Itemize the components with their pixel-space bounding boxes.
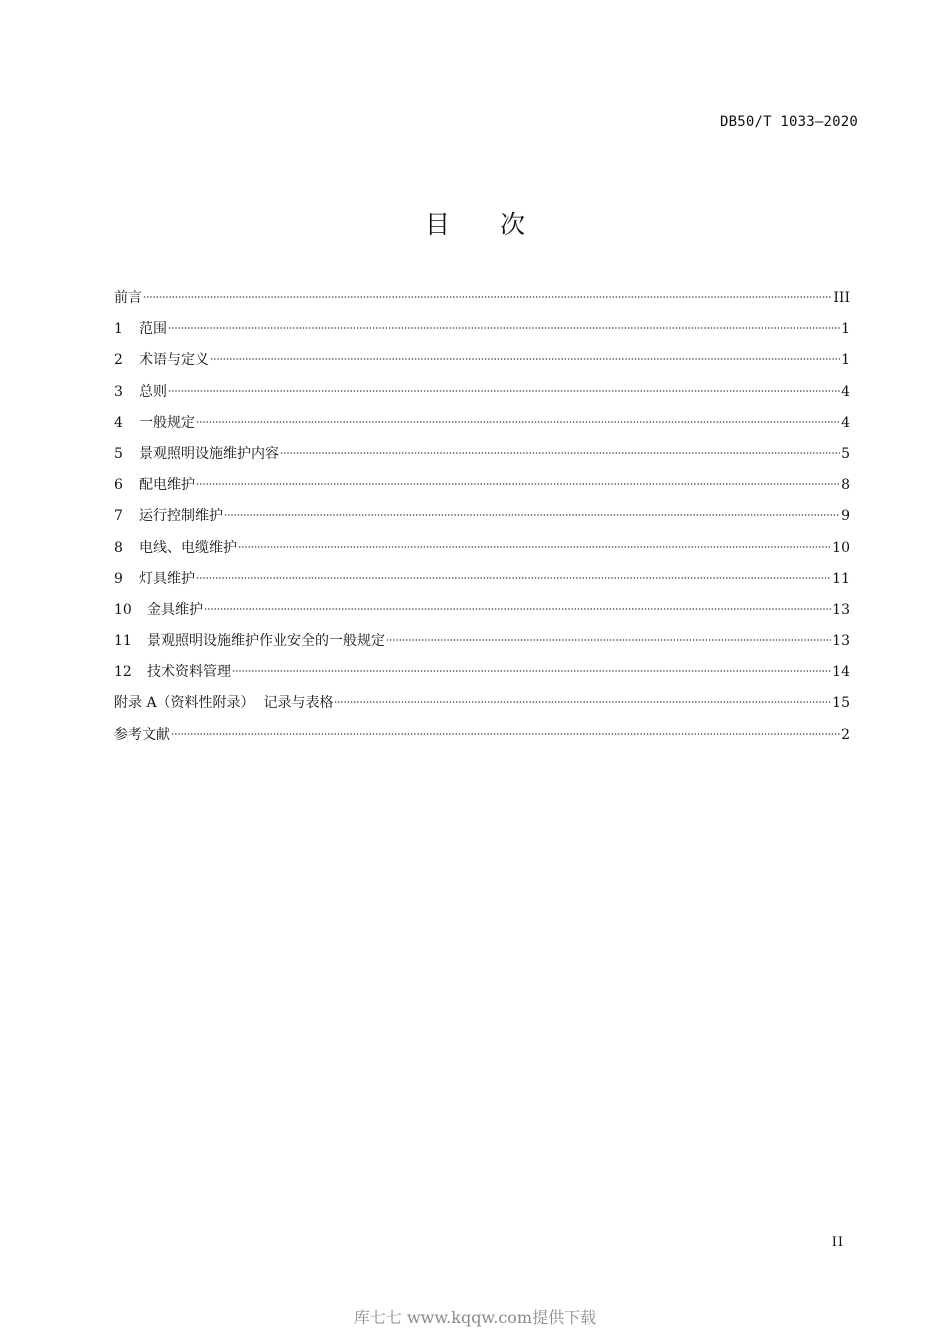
- toc-entry-page: 13: [832, 633, 850, 650]
- toc-entry-foreword[interactable]: [114, 286, 850, 317]
- dot-leader: [232, 670, 831, 672]
- toc-entry-text: 总则: [139, 383, 167, 400]
- dot-leader: [196, 577, 831, 579]
- toc-entry-number: 1: [114, 321, 123, 338]
- toc-entry-6[interactable]: [114, 473, 850, 504]
- toc-entry-7[interactable]: [114, 504, 850, 535]
- toc-entry-text: 运行控制维护: [139, 508, 223, 525]
- table-of-contents: [114, 286, 850, 754]
- dot-leader: [386, 639, 831, 641]
- dot-leader: [143, 296, 832, 298]
- toc-entry-number: 6: [114, 477, 123, 494]
- toc-entry-3[interactable]: [114, 380, 850, 411]
- toc-entry-page: 11: [832, 570, 850, 587]
- dot-leader: [280, 452, 840, 454]
- toc-entry-text: 参考文献: [114, 726, 170, 743]
- toc-entry-text: 配电维护: [139, 477, 195, 494]
- toc-entry-page: 14: [832, 664, 850, 681]
- toc-entry-1[interactable]: [114, 317, 850, 348]
- toc-entry-text: 附录 A（资料性附录） 记录与表格: [114, 695, 334, 712]
- document-code: DB50/T 1033—2020: [719, 114, 858, 130]
- dot-leader: [204, 608, 831, 610]
- dot-leader: [238, 546, 831, 548]
- dot-leader: [168, 390, 840, 392]
- toc-entry-page: 9: [841, 508, 850, 525]
- toc-entry-8[interactable]: [114, 536, 850, 567]
- toc-entry-text: 电线、电缆维护: [139, 539, 237, 556]
- toc-entry-text: 灯具维护: [139, 570, 195, 587]
- toc-entry-number: 8: [114, 539, 123, 556]
- toc-entry-2[interactable]: [114, 348, 850, 379]
- toc-entry-number: 5: [114, 445, 123, 462]
- toc-entry-number: 4: [114, 414, 123, 431]
- toc-entry-number: 2: [114, 352, 123, 369]
- toc-entry-page: 1: [841, 321, 850, 338]
- toc-entry-appendix-a[interactable]: [114, 691, 850, 722]
- toc-entry-page: 4: [841, 383, 850, 400]
- dot-leader: [210, 358, 840, 360]
- toc-entry-page: 15: [832, 695, 850, 712]
- toc-entry-text: 技术资料管理: [147, 664, 231, 681]
- page-title: 目次: [424, 210, 575, 239]
- toc-entry-text: 金具维护: [147, 601, 203, 618]
- toc-entry-number: 11: [114, 633, 132, 650]
- toc-entry-number: 10: [114, 601, 132, 618]
- toc-entry-page: 1: [841, 352, 850, 369]
- toc-entry-page: 10: [832, 539, 850, 556]
- toc-entry-number: 3: [114, 383, 123, 400]
- toc-entry-text: 范围: [139, 321, 167, 338]
- toc-entry-9[interactable]: [114, 567, 850, 598]
- dot-leader: [168, 327, 840, 329]
- toc-entry-5[interactable]: [114, 442, 850, 473]
- toc-entry-text: 景观照明设施维护作业安全的一般规定: [147, 633, 385, 650]
- dot-leader: [171, 733, 840, 735]
- toc-entry-page: 13: [832, 601, 850, 618]
- dot-leader: [196, 483, 840, 485]
- toc-entry-text: 景观照明设施维护内容: [139, 445, 279, 462]
- toc-entry-10[interactable]: [114, 598, 850, 629]
- toc-entry-text: 前言: [114, 290, 142, 306]
- toc-entry-text: 术语与定义: [139, 352, 209, 369]
- toc-entry-12[interactable]: [114, 660, 850, 691]
- toc-entry-number: 7: [114, 508, 123, 525]
- dot-leader: [334, 701, 831, 703]
- toc-entry-page: III: [833, 290, 850, 306]
- toc-entry-page: 4: [841, 414, 850, 431]
- watermark-text: 库七七 www.kqqw.com提供下载: [353, 1308, 597, 1327]
- toc-entry-4[interactable]: [114, 411, 850, 442]
- toc-entry-11[interactable]: [114, 629, 850, 660]
- toc-entry-page: 8: [841, 477, 850, 494]
- toc-entry-text: 一般规定: [139, 414, 195, 431]
- toc-entry-number: 12: [114, 664, 132, 681]
- dot-leader: [224, 514, 840, 516]
- page-number: II: [831, 1235, 844, 1250]
- toc-entry-number: 9: [114, 570, 123, 587]
- toc-entry-page: 2: [841, 726, 850, 743]
- dot-leader: [196, 421, 840, 423]
- toc-entry-references[interactable]: [114, 723, 850, 754]
- toc-entry-page: 5: [841, 445, 850, 462]
